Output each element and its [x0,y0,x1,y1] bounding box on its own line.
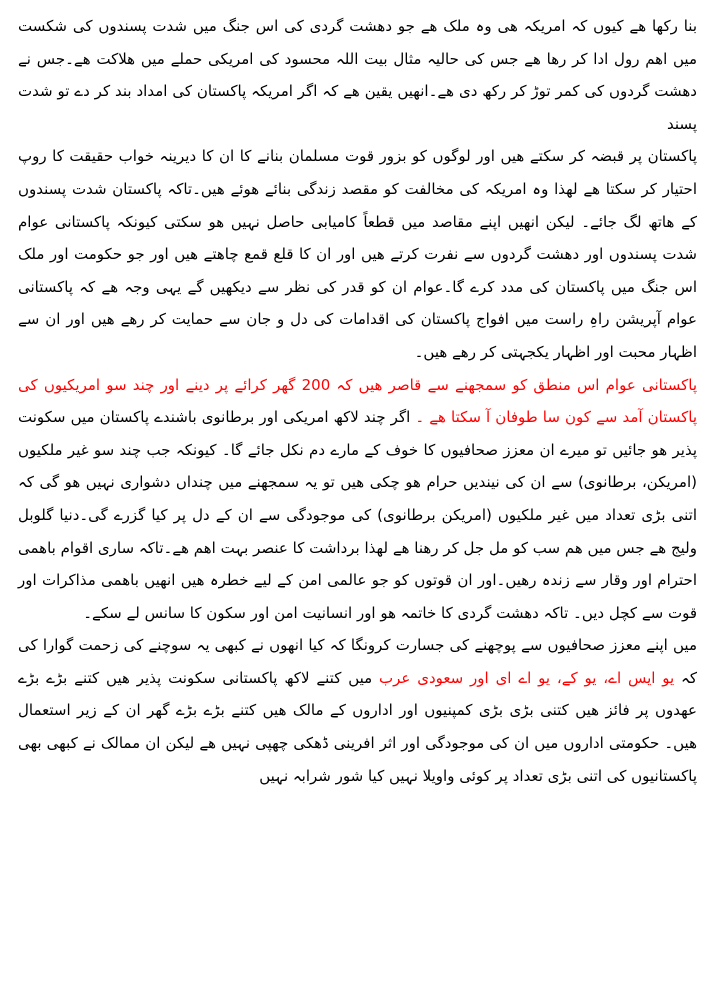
paragraph-2-text: پاکستان پر قبضہ کر سکتے ھیں اور لوگوں کو بزور قوت مسلمان بنانے کا ان کا دیرینہ خواب حقیقت کا روپ احتیار کر سکتا ھے لھذا وہ امریکہ کی مخالفت کو مقصد زندگی بنائے ھوئے ھیں۔تاکہ پاکستان شدت پسندوں کے ھاتھ لگ جائے۔ لیکن انھیں اپنے مقاصد میں قطعاً کامیابی حاصل نہیں ھو سکتی کیونکہ پاکستانی عوام شدت پسندوں اور دھشت گردوں سے نفرت کرتے ھیں اور ان کا قلع قمع چاھتے ھیں اور جو حکومت اور ملک اس جنگ میں پاکستان کی مدد کرے گا۔عوام ان کو قدر کی نظر سے دیکھیں گے یہی وجہ ھے کہ پاکستانی عوام آپریشن راہِ راست میں افواج پاکستان کی اقدامات کی دل و جان سے حمایت کر رھے ھیں اور ان سے اظہار محبت اور اظہار یکجہتی کر رھے ھیں۔ [18,147,697,361]
paragraph-3-text: اگر چند لاکھ امریکی اور برطانوی باشندے پاکستان میں سکونت پذیر ھو جائیں تو میرے ان معزز صحافیوں کا خوف کے مارے دم نکل جائے گا۔ کیونکہ جب چند سو غیر ملکیوں (امریکن، برطانوی) سے ان کی نیندیں حرام ھو چکی ھیں تو یہ سمجھنے میں چنداں دشواری نہیں ھو گی کہ اتنی بڑی تعداد میں غیر ملکیوں (امریکن برطانوی) کی موجودگی سے ان کے دل پر کیا گزرے گی۔دنیا گلوبل ولیج ھے جس میں ھم سب کو مل جل کر رھنا ھے لھذا برداشت کا عنصر بہت اھم ھے۔تاکہ ساری اقوام باھمی احترام اور وقار سے زندہ رھیں۔اور ان قوتوں کو جو عالمی امن کے لیے خطرہ ھیں انھیں باھمی مذاکرات اور قوت سے کچل دیں۔ تاکہ دھشت گردی کا خاتمہ ھو اور انسانیت امن اور سکون کا سانس لے سکے۔ [18,408,697,622]
paragraph-2 [18,140,697,368]
paragraph-4-text-start: میں اپنے معزز صحافیوں سے پوچھنے کی جسارت کرونگا کہ کیا انھوں نے کبھی یہ سوچنے کی زحمت گوارا کی کہ [18,636,697,687]
paragraph-4-highlight: یو ایس اے، یو کے، یو اے ای اور سعودی عرب [379,668,675,687]
paragraph-4-text-end: میں کتنے لاکھ پاکستانی سکونت پذیر ھیں کتنے بڑے بڑے عھدوں پر فائز ھیں کتنی بڑی بڑی کمپنیوں اور اداروں کے مالک ھیں کتنے بڑے بڑے گھر ان کے زیر استعمال ھیں۔ حکومتی اداروں میں ان کی موجودگی اور اثر افرینی ڈھکی چھپی نہیں ھے لیکن ان ممالک نے کبھی بھی پاکستانیوں کی اتنی بڑی تعداد پر کوئی واویلا نہیں کیا شور شرابہ نہیں [18,668,697,785]
paragraph-1-text: بنا رکھا ھے کیوں کہ امریکہ ھی وہ ملک ھے جو دھشت گردی کی اس جنگ میں شدت پسندوں کی شکست میں اھم رول ادا کر رھا ھے جس کی حالیہ مثال بیت اللہ محسود کی امریکی حملے میں ھلاکت ھے۔جس نے دھشت گردوں کی کمر توڑ کر رکھ دی ھے۔انھیں یقین ھے کہ اگر امریکہ پاکستان کی امداد بند کر دے تو شدت پسند [18,17,697,133]
paragraph-4 [18,629,697,792]
paragraph-1 [18,10,697,140]
paragraph-3 [18,369,697,630]
paragraph-3-highlight: پاکستانی عوام اس منطق کو سمجھنے سے قاصر ھیں کہ 200 گھر کرائے پر دینے اور چند سو امریکیوں کی پاکستان آمد سے کون سا طوفان آ سکتا ھے ۔ [18,375,697,427]
